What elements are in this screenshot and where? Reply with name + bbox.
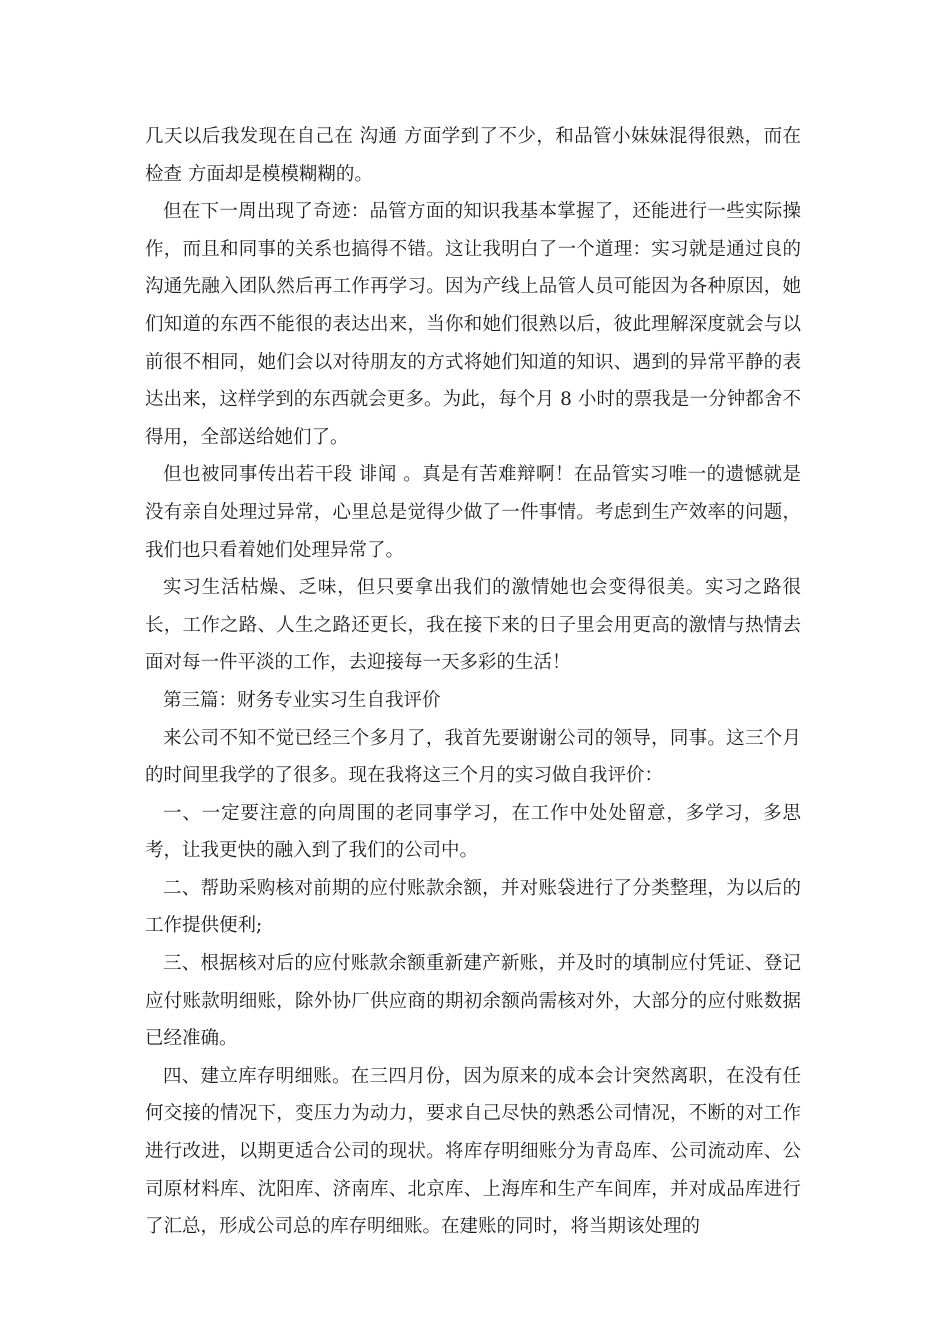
document-body xyxy=(145,118,801,1246)
paragraph-5: 来公司不知不觉已经三个多月了，我首先要谢谢公司的领导，同事。这三个月的时间里我学的了很多。现在我将这三个月的实习做自我评价： xyxy=(145,727,801,787)
section-heading: 第三篇：财务专业实习生自我评价 xyxy=(163,689,441,711)
paragraph-2: 但在下一周出现了奇迹：品管方面的知识我基本掌握了，还能进行一些实际操作，而且和同事的关系也搞得不错。这让我明白了一个道理：实习就是通过良的沟通先融入团队然后再工作再学习。因为产线上品管人员可能因为各种原因，她们知道的东西不能很的表达出来，当你和她们很熟以后，彼此理解深度就会与以前很不相同，她们会以对待朋友的方式将她们知道的知识、遇到的异常平静的表达出来，这样学到的东西就会更多。为此，每个月 8 小时的票我是一分钟都舍不得用，全部送给她们了。 xyxy=(145,201,801,448)
list-item-1: 一、一定要注意的向周围的老同事学习，在工作中处处留意，多学习，多思考，让我更快的融入到了我们的公司中。 xyxy=(145,802,801,862)
list-item-2: 二、帮助采购核对前期的应付账款余额，并对账袋进行了分类整理，为以后的工作提供便利; xyxy=(145,877,801,937)
paragraph-4: 实习生活枯燥、乏味，但只要拿出我们的激情她也会变得很美。实习之路很长，工作之路、人生之路还更长，我在接下来的日子里会用更高的激情与热情去面对每一件平淡的工作，去迎接每一天多彩的生活！ xyxy=(145,577,801,674)
paragraph-3: 但也被同事传出若干段 诽闻 。真是有苦难辩啊！在品管实习唯一的遗憾就是没有亲自处理过异常，心里总是觉得少做了一件事情。考虑到生产效率的问题，我们也只看着她们处理异常了。 xyxy=(145,464,801,561)
list-item-3: 三、根据核对后的应付账款余额重新建产新账，并及时的填制应付凭证、登记应付账款明细账，除外协厂供应商的期初余额尚需核对外，大部分的应付账数据已经准确。 xyxy=(145,953,801,1050)
paragraph-1: 几天以后我发现在自己在 沟通 方面学到了不少，和品管小妹妹混得很熟，而在 检查 方面却是模模糊糊的。 xyxy=(145,126,801,185)
list-item-4: 四、建立库存明细账。在三四月份，因为原来的成本会计突然离职，在没有任何交接的情况下，变压力为动力，要求自己尽快的熟悉公司情况，不断的对工作进行改进，以期更适合公司的现状。将库存明细账分为青岛库、公司流动库、公司原材料库、沈阳库、济南库、北京库、上海库和生产车间库，并对成品库进行了汇总，形成公司总的库存明细账。在建账的同时，将当期该处理的 xyxy=(145,1065,801,1238)
